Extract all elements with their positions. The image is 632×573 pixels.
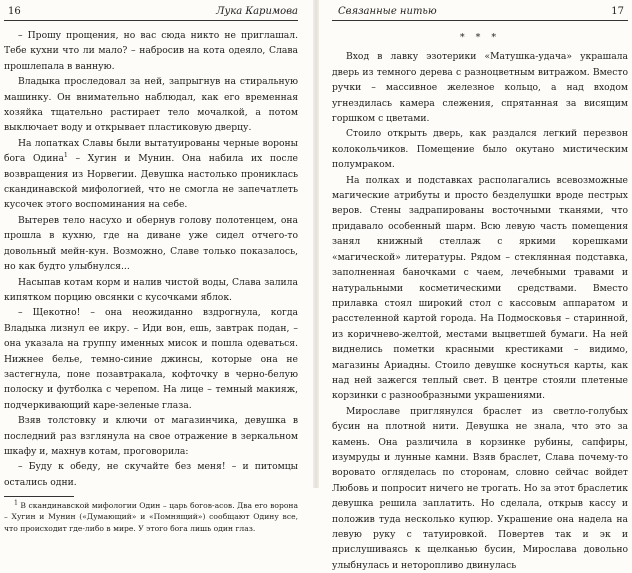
paragraph: – Прошу прощения, но вас сюда никто не приглашал. Тебе кухни что ли мало? – набросив на кота одеяло, Слава прошлепала в ванную.: [4, 30, 298, 72]
paragraph-text: На лопатках Славы были вытатуированы черные вороны бога Одина: [4, 137, 298, 165]
footnote: [4, 500, 298, 534]
left-page-header: [4, 0, 298, 22]
header-rule: [4, 20, 298, 21]
header-rule: [332, 20, 628, 21]
paragraph: Взяв толстовку и ключи от магазинчика, девушка в последний раз взглянула на свое отражение в зеркальном шкафу и, махнув котам, проговорила:: [4, 415, 298, 457]
paragraph: – Щекотно! – она неожиданно вздрогнула, когда Владыка лизнул ее икру. – Иди вон, ешь, завтрак подан, – она указала на группу именных мисок и пошла одеваться. Нижнее белье, темно-синие джинсы, которые она не застегнула, поне позавтракала, кофточку в черно-белую полоску и футболка с черепом. На лице – темный макияж, подчеркивающий каре-зеленые глаза.: [4, 307, 298, 411]
left-page-body: [4, 22, 298, 534]
right-running-title: Связанные нитью: [338, 6, 437, 17]
footnote-divider: [4, 496, 74, 497]
paragraph: Насыпав котам корм и налив чистой воды, Слава залила кипятком порцию овсянки с кусочками яблок.: [4, 276, 298, 303]
left-page: [0, 0, 308, 533]
paragraph: Вход в лавку эзотерики «Матушка-удача» украшала дверь из темного дерева с разноцветным витражом. Вместо ручки – массивное железное кольцо, а над входом угнездилась камера слежения, спрятанная за висящим горшком с цветами.: [332, 51, 628, 125]
right-page: [324, 0, 632, 571]
paragraph: На полках и подставках располагались всевозможные магические атрибуты и просто безделушки вроде пестрых веров. Стены задрапированы восточными тканями, что придавало особенный шарм. Всю левую часть помещения занял книжный стеллаж с яркими корешками «магической» литературы. Рядом – стеклянная подставка, заполненная баночками с чаем, лечебными травами и натуральными косметическими средствами. Вместо прилавка стоял широкий стол с кассовым аппаратом и расстеленной картой города. На Подмосковья – старинной, из коричнево-желтой, местами выцветшей бумаги. На ней виднелись пометки красными крестиками – видимо, магазины Ариадны. Стоило девушке коснуться карты, как над ней зажегся теплый свет. В центре стояли плетеные корзинки с разнообразными украшениями.: [332, 174, 628, 402]
paragraph: Мирославе приглянулся браслет из светло-голубых бусин на плотной нити. Девушка не знала, что это за камень. Она различила в корзинке рубины, сапфиры, изумруды и лунные камни. Взяв браслет, Слава почему-то воровато огляделась по сторонам, словно сейчас войдет Любовь и попросит ничего не трогать. Но за этот браслетик девушка решила заплатить. Но сделала, открыв кассу и положив туда несколько купюр. Украшение она надела на левую руку с татуировкой. Повертев так и эк и прислушиваясь к щелканью бусин, Мирослава довольно улыбнулась и неторопливо двинулась: [332, 405, 628, 571]
left-page-number: 16: [8, 6, 21, 17]
paragraph: Вытерев тело насухо и обернув голову полотенцем, она прошла в кухню, где на диване уже сидел отчего-то довольный мейн-кун. Возможно, Славе только показалось, но как будто улыбнулся...: [4, 214, 298, 273]
footnote-number: 1: [14, 499, 18, 507]
paragraph-text: – Хугин и Мунин. Она набила их после возвращения из Норвегии. Девушка настолько прониклась скандинавской мифологией, что не смогла не запечатлеть кусочек этого воспоминания на себе.: [4, 153, 298, 211]
right-page-number: 17: [611, 6, 624, 17]
footnote-text: В скандинавской мифологии Один – царь богов-асов. Два его ворона – Хугин и Мунин («Думающий» и «Помнящий») сообщают Одину все, что происходит где-либо в мире. У этого бога лишь один глаз.: [4, 501, 298, 533]
book-gutter: [313, 0, 319, 488]
paragraph: [4, 136, 298, 213]
section-break: * * *: [459, 32, 501, 43]
paragraph: Владыка проследовал за ней, запрыгнув на стиральную машинку. Он внимательно наблюдал, как его временная хозяйка тщательно растирает тело мочалкой, а потом выключает воду и открывает пластиковую дверцу.: [4, 76, 298, 134]
paragraph: – Буду к обеду, не скучайте без меня! – и питомцы остались одни.: [4, 461, 298, 488]
paragraph: Стоило открыть дверь, как раздался легкий перезвон колокольчиков. Помещение было окутано мистическим полумраком.: [332, 128, 628, 171]
left-running-title: Лука Каримова: [216, 6, 298, 17]
footnote-ref: 1: [63, 152, 68, 160]
right-page-body: [332, 22, 628, 573]
right-page-header: [332, 0, 628, 22]
